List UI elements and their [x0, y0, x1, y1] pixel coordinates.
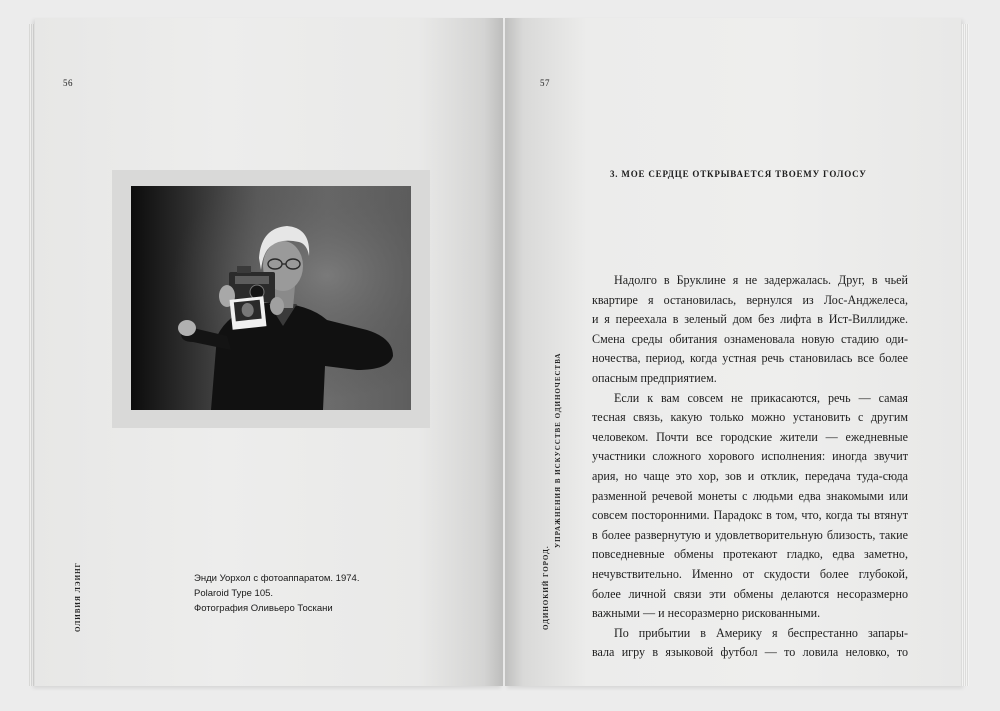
text-line: человеком. Почти все городские жители — ежедневные: [592, 429, 908, 444]
caption-line: Энди Уорхол с фотоаппаратом. 1974.: [194, 573, 360, 584]
photo-illustration: [131, 186, 411, 410]
left-page: [35, 18, 503, 686]
text-line: Смена среды обитания ознаменовала новую стадию оди-: [592, 331, 908, 346]
text-line: ария, но чаще это хор, зов и отклик, передача туда-сюда: [592, 468, 908, 483]
text-line: в более развернутую и удовлетворительную близость, такие: [592, 527, 908, 542]
text-line: квартире я остановилась, вернулся из Лос-Анджелеса,: [592, 292, 908, 307]
text-line: более личной связи эти обмены делаются несоразмерно: [592, 586, 908, 601]
running-header-title-line2: УПРАЖНЕНИЯ В ИСКУССТВЕ ОДИНОЧЕСТВА: [554, 352, 562, 548]
text-line: тесная связь, какую только можно установить с другим: [592, 410, 908, 425]
page-number-right: 57: [540, 78, 550, 88]
text-line: нечувствительно. Именно от скудости более глубокой,: [592, 566, 908, 581]
warhol-photo: [131, 186, 411, 410]
photo-caption: [194, 571, 359, 616]
text-line: Надолго в Бруклине я не задержалась. Друг, в чьей: [614, 273, 908, 287]
page-edges-right: [961, 24, 969, 686]
text-line: участники сложного хорового исполнения: иногда звучит: [592, 449, 908, 464]
text-line: опасным предприятием.: [592, 370, 717, 385]
text-line: вала игру в языковой футбол — то ловила неловко, то: [592, 645, 908, 660]
text-line: и я переехала в зеленый дом без лифта в Ист-Виллидже.: [592, 312, 908, 327]
text-line: совсем посторонними. Парадокс в том, что, когда ты втянут: [592, 508, 908, 523]
caption-line: Polaroid Type 105.: [194, 588, 274, 599]
text-line: По прибытии в Америку я беспрестанно запары-: [614, 625, 908, 640]
running-header-title-line1: ОДИНОКИЙ ГОРОД.: [542, 545, 550, 630]
chapter-title: 3. МОЕ СЕРДЦЕ ОТКРЫВАЕТСЯ ТВОЕМУ ГОЛОСУ: [610, 169, 867, 179]
running-header-author: ОЛИВИЯ ЛЭИНГ: [74, 562, 82, 632]
open-book: [25, 18, 975, 694]
text-line: ночества, период, когда устная речь становилась все более: [592, 351, 908, 366]
text-line: повседневные обмены протекают гладко, едва заметно,: [592, 547, 908, 562]
page-number-left: 56: [63, 78, 73, 88]
body-text: [592, 271, 908, 663]
text-line: разменной речевой монеты с людьми едва знакомыми или: [592, 488, 908, 503]
right-page: [505, 18, 961, 686]
caption-line: Фотография Оливьеро Тоскани: [194, 603, 333, 614]
text-line: важными — и несоразмерно рискованными.: [592, 606, 821, 621]
text-line: Если к вам совсем не прикасаются, речь — самая: [614, 390, 908, 405]
